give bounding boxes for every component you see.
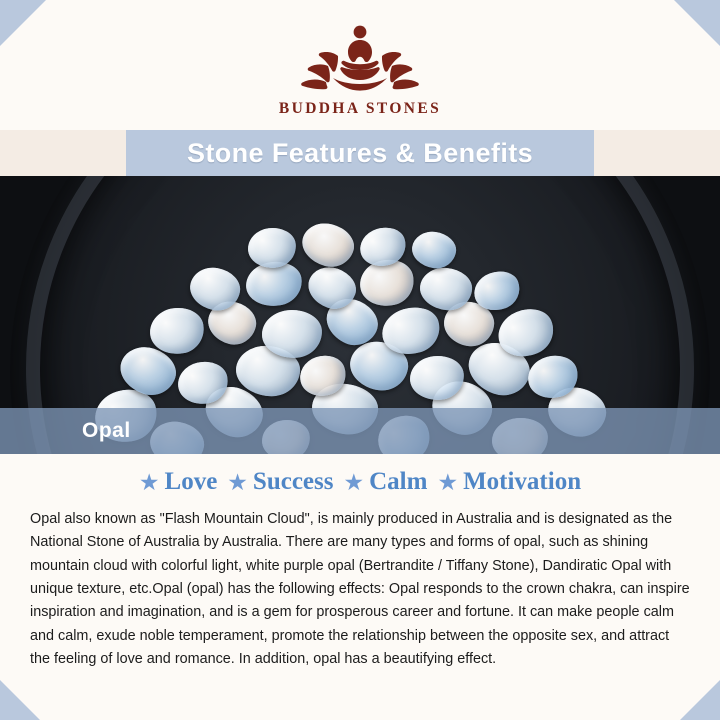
keyword-label-success: Success [252,468,334,495]
corner-decor-bottom-right [680,680,720,720]
brand-name: BUDDHA STONES [278,100,442,117]
lotus-buddha-icon [0,18,720,96]
stone-name: Opal [82,419,131,442]
star-icon: ★ [227,468,248,495]
stone-description: Opal also known as "Flash Mountain Cloud", is mainly produced in Australia and is designated as the National Stone of Australia by Australia. There are many types and forms of opal, such as shining mountain cloud with colorful light, white purple opal (Bertrandite / Tiffany Stone), Dandiratic Opal with unique texture, etc.Opal (opal) has the following effects: Opal responds to the crown chakra, can inspire inspiration and imagination, and is a gem for prosperous career and fortune. It can make people calm and calm, exude noble temperament, promote the relationship between the opposite sex, and attract the feeling of love and romance. In addition, opal has a beautifying effect. [30,511,690,667]
keyword-label-calm: Calm [369,468,428,495]
keyword-item [343,468,427,496]
keyword-label-love: Love [164,468,218,495]
page-title: Stone Features & Benefits [186,137,534,168]
section-title-band [0,130,720,176]
benefit-keywords [0,468,720,496]
keyword-item [227,468,333,496]
star-icon: ★ [138,468,160,495]
star-icon: ★ [343,468,365,495]
opal-stones-photo [0,176,720,454]
corner-decor-bottom-left [0,680,40,720]
star-icon: ★ [437,468,459,495]
keyword-label-motivation: Motivation [463,468,582,495]
stone-name-band [0,408,720,454]
keyword-item [437,468,581,496]
keyword-item [139,468,217,496]
brand-header [0,0,720,118]
